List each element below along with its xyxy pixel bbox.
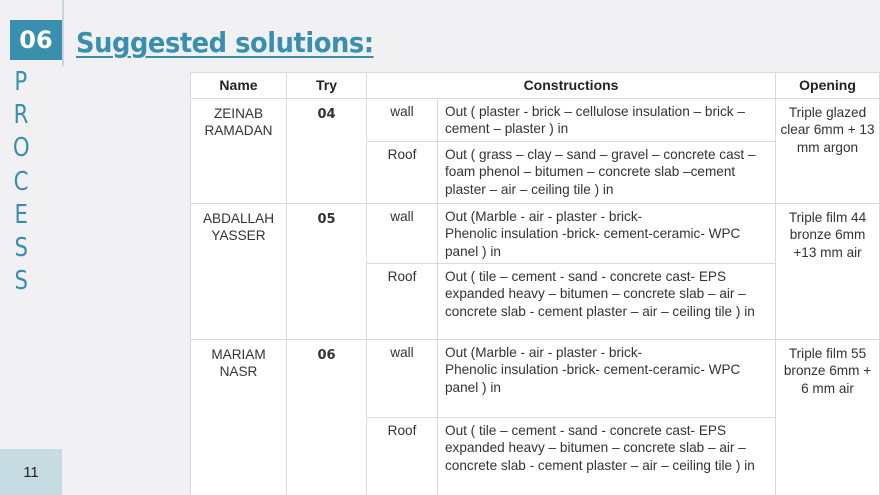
table-body [191,99,880,495]
header-name: Name [191,73,287,99]
vertical-letter: S [14,266,28,297]
element-type-cell: wall [367,99,438,142]
construction-layers-cell: Out ( grass – clay – sand – gravel – concrete cast – foam phenol – bitumen – concrete slab –cement plaster – air – ceiling tile ) in [438,141,776,203]
person-name-cell: ABDALLAH YASSER [191,203,287,339]
opening-glazing-cell: Triple film 55 bronze 6mm + 6 mm air [776,340,880,495]
vertical-letter: R [13,100,29,131]
vertical-letter: O [12,133,30,164]
vertical-letter: S [14,232,28,263]
table-row [191,99,880,142]
vertical-section-word [8,66,34,298]
page-title: Suggested solutions: [76,26,374,59]
header-opening: Opening [776,73,880,99]
try-number-cell: 05 [287,203,367,339]
person-name-cell: MARIAM NASR [191,340,287,495]
element-type-cell: Roof [367,264,438,340]
construction-layers-cell: Out ( tile – cement - sand - concrete cast- EPS expanded heavy – bitumen – concrete slab – air – concrete slab - cement plaster – air – ceiling tile ) in [438,264,776,340]
page-number: 11 [0,449,62,495]
construction-layers-cell: Out ( plaster - brick – cellulose insulation – brick –cement – plaster ) in [438,99,776,142]
solutions-table [190,72,880,495]
element-type-cell: wall [367,203,438,263]
table-row [191,340,880,418]
table-row [191,203,880,263]
person-name-cell: ZEINAB RAMADAN [191,99,287,204]
table-header-row [191,73,880,99]
construction-layers-cell: Out ( tile – cement - sand - concrete cast- EPS expanded heavy – bitumen – concrete slab – air – concrete slab - cement plaster – air – ceiling tile ) in [438,418,776,495]
construction-layers-cell: Out (Marble - air - plaster - brick- Phenolic insulation -brick- cement-ceramic- WPC panel ) in [438,203,776,263]
vertical-letter: C [13,166,29,197]
section-number-badge: 06 [10,20,62,60]
vertical-letter: P [14,67,28,97]
element-type-cell: Roof [367,141,438,203]
vertical-letter: E [14,199,28,230]
opening-glazing-cell: Triple film 44 bronze 6mm +13 mm air [776,203,880,339]
opening-glazing-cell: Triple glazed clear 6mm + 13 mm argon [776,99,880,204]
header-constructions: Constructions [367,73,776,99]
try-number-cell: 04 [287,99,367,204]
element-type-cell: wall [367,340,438,418]
element-type-cell: Roof [367,418,438,495]
construction-layers-cell: Out (Marble - air - plaster - brick- Phenolic insulation -brick- cement-ceramic- WPC panel ) in [438,340,776,418]
header-try: Try [287,73,367,99]
left-divider [62,0,64,66]
try-number-cell: 06 [287,340,367,495]
